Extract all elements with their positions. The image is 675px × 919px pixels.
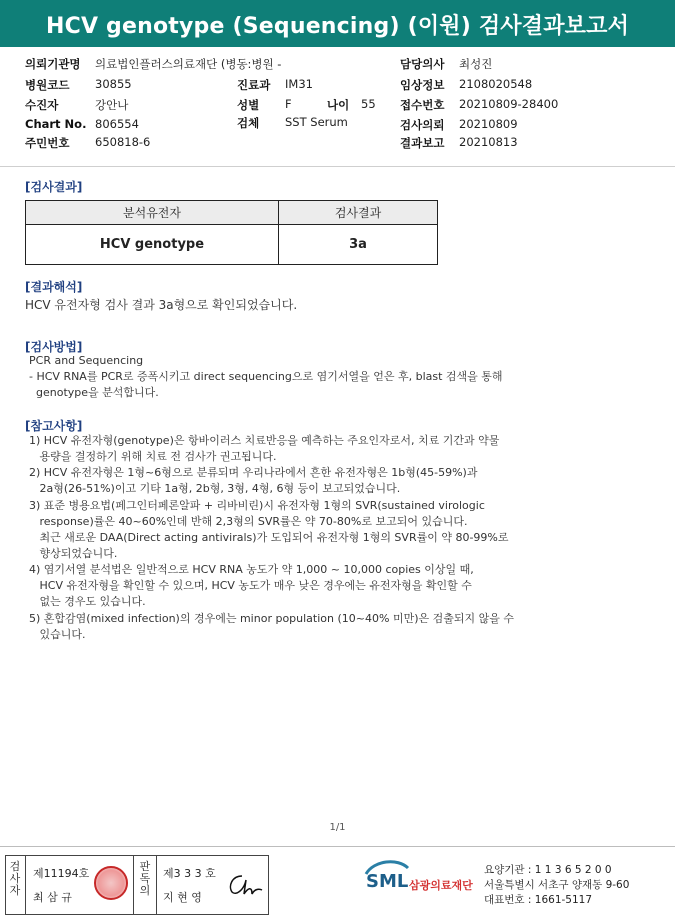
hospital-code-label: 병원코드 [25,78,70,92]
note-line: response)률은 40~60%인데 반해 2,3형의 SVR률은 약 70-80%로 보고되어 있습니다. [29,515,468,528]
receipt-no-label: 접수번호 [400,98,445,112]
chart-no-value: 806554 [95,117,139,131]
note-line: 4) 염기서열 분석법은 일반적으로 HCV RNA 농도가 약 1,000 ~ 10,000 copies 이상일 때, [29,563,474,576]
patient-name-value: 강안나 [95,98,129,112]
note-line: 향상되었습니다. [29,547,118,560]
inspector-name: 최 삼 규 [33,891,72,904]
logo-org-name: 삼광의료재단 [409,879,473,892]
hospital-code-value: 30855 [95,77,132,91]
note-line: HCV 유전자형을 확인할 수 있으며, HCV 농도가 매우 낮은 경우에는 유전자형을 확인할 수 [29,579,472,592]
dept-value: IM31 [285,77,313,91]
results-heading: [검사결과] [25,180,83,194]
receipt-no-value: 20210809-28400 [459,97,559,111]
signature-icon [224,872,264,898]
report-date-label: 결과보고 [400,136,445,150]
resident-no-value: 650818-6 [95,135,151,149]
address: 서울특별시 서초구 양재동 9-60 [484,879,630,891]
institution-value: 의료법인플러스의료재단 (병동:병원 - [95,57,282,71]
chart-no-label: Chart No. [25,117,87,131]
table-row [26,225,438,265]
specimen-value: SST Serum [285,115,348,129]
note-line: 5) 혼합감염(mixed infection)의 경우에는 minor population (10~40% 미만)은 검출되지 않을 수 [29,612,514,625]
gene-column-header: 분석유전자 [26,201,279,225]
age-value: 55 [361,97,376,111]
method-line: PCR and Sequencing [29,354,144,367]
clinical-info-label: 임상정보 [400,78,445,92]
interpretation-text: HCV 유전자형 검사 결과 3a형으로 확인되었습니다. [25,298,298,312]
note-line: 2a형(26-51%)이고 기타 1a형, 2b형, 3형, 4형, 6형 등이 보고되었습니다. [29,482,401,495]
sex-value: F [285,97,292,111]
dept-label: 진료과 [237,78,271,92]
sex-label: 성별 [237,98,260,112]
reviewer-license-no: 제3 3 3 호 [163,867,216,880]
doctor-label: 담당의사 [400,57,445,71]
info-divider [0,166,675,167]
note-line: 최근 새로운 DAA(Direct acting antivirals)가 도입되어 유전자형 1형의 SVR률이 약 80-99%로 [29,531,509,544]
note-line: 1) HCV 유전자형(genotype)은 항바이러스 치료반응을 예측하는 주요인자로서, 치료 기간과 약물 [29,434,500,447]
page-number: 1/1 [329,822,346,833]
report-title: HCV genotype (Sequencing) (이원) 검사결과보고서 [45,14,630,39]
note-line: 용량을 결정하기 위해 치료 전 검사가 권고됩니다. [29,450,277,463]
institution-label: 의뢰기관명 [25,57,81,71]
specimen-label: 검체 [237,116,260,130]
method-heading: [검사방법] [25,340,83,354]
inspector-vertical-label: 검사자 [9,860,21,897]
report-date-value: 20210813 [459,135,518,149]
box-divider [25,856,26,914]
clinical-info-value: 2108020548 [459,77,533,91]
note-line: 2) HCV 유전자형은 1형~6형으로 분류되며 우리나라에서 흔한 유전자형은 1b형(45-59%)과 [29,466,478,479]
note-line: 있습니다. [29,628,86,641]
method-line: - HCV RNA를 PCR로 증폭시키고 direct sequencing으로 염기서열을 얻은 후, blast 검색을 통해 [29,370,503,383]
phone: 대표번호 : 1661-5117 [484,894,593,906]
doctor-value: 최성진 [459,57,493,71]
note-line: 없는 경우도 있습니다. [29,595,146,608]
footer-divider [0,846,675,847]
result-column-header: 검사결과 [279,201,438,225]
result-cell: 3a [279,225,438,265]
table-header-row [26,201,438,225]
box-divider [133,856,134,914]
reviewer-vertical-label: 판독의 [139,860,151,897]
request-date-label: 검사의뢰 [400,118,445,132]
report-title-bar [0,0,675,47]
logo-mark: SML [366,871,409,892]
reviewer-name: 지 현 영 [163,891,202,904]
note-line: 3) 표준 병용요법(페그인터페론알파 + 리바비린)시 유전자형 1형의 SVR(sustained virologic [29,499,485,512]
agency-code: 요양기관 : 1 1 3 6 5 2 0 0 [484,864,612,876]
request-date-value: 20210809 [459,117,518,131]
interpretation-heading: [결과해석] [25,280,83,294]
age-label: 나이 [327,98,350,112]
notes-heading: [참고사항] [25,419,83,433]
box-divider [156,856,157,914]
patient-name-label: 수진자 [25,98,59,112]
signature-box [5,855,269,915]
method-line: genotype을 분석합니다. [29,386,159,399]
seal-stamp-icon [94,866,128,900]
results-table [25,200,438,265]
gene-cell: HCV genotype [26,225,279,265]
resident-no-label: 주민번호 [25,136,70,150]
inspector-license-no: 제11194호 [33,867,90,880]
